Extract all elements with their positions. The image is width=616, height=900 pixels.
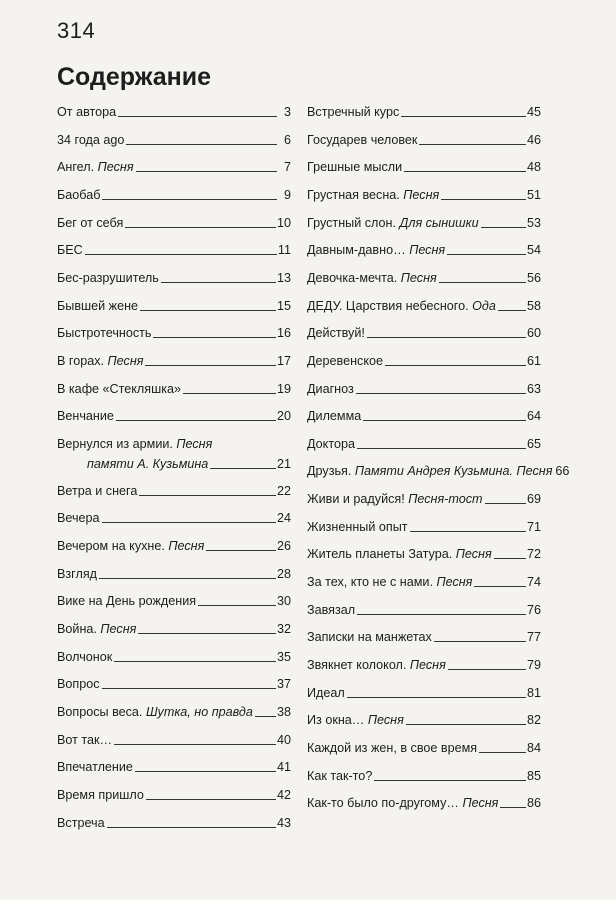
- dot-leader: [494, 558, 526, 559]
- dot-leader: [367, 337, 526, 338]
- entry-subtitle: Песня: [176, 436, 213, 451]
- entry-subtitle: Песня: [455, 547, 492, 562]
- entry-page-number: 82: [526, 713, 541, 728]
- entry-subtitle: Песня: [409, 658, 446, 672]
- dot-leader: [356, 393, 526, 394]
- entry-title-text: БЕС: [57, 243, 83, 258]
- toc-entry[interactable]: [57, 732, 291, 748]
- entry-title: [57, 159, 134, 175]
- entry-page-number: 61: [526, 353, 541, 368]
- toc-entry[interactable]: [57, 649, 291, 665]
- toc-entry[interactable]: [57, 593, 291, 609]
- entry-title-text: Бег от себя: [57, 215, 124, 230]
- entry-title-text: Взгляд: [57, 566, 98, 581]
- entry-page-number: 58: [526, 298, 541, 313]
- toc-entry[interactable]: [57, 270, 291, 286]
- entry-title-continued: памяти А. Кузьмина: [87, 456, 209, 471]
- entry-title: [57, 649, 112, 665]
- entry-subtitle: Песня: [100, 622, 137, 637]
- toc-entry[interactable]: [307, 740, 541, 756]
- toc-entry[interactable]: [307, 629, 541, 645]
- entry-title-text: Как-то было по-другому…: [307, 796, 463, 811]
- entry-title-text: Встречный курс: [307, 105, 400, 119]
- entry-page-number: 19: [276, 381, 291, 396]
- entry-page-number: 43: [276, 815, 291, 830]
- toc-entry[interactable]: [57, 132, 291, 148]
- toc-entry[interactable]: [57, 815, 291, 831]
- entry-title: [307, 159, 402, 175]
- entry-title-text: ДЕДУ. Царствия небесного.: [307, 298, 473, 313]
- entry-title-text: Девочка-мечта.: [307, 270, 401, 285]
- dot-leader: [102, 688, 276, 689]
- toc-entry[interactable]: [57, 159, 291, 175]
- entry-page-number: 53: [526, 215, 541, 230]
- entry-title-text: Вике на День рождения: [57, 594, 197, 609]
- entry-page-number: 74: [526, 575, 541, 590]
- dot-leader: [145, 365, 276, 366]
- entry-title: [307, 657, 446, 673]
- dot-leader: [206, 550, 276, 551]
- entry-title: [307, 436, 355, 452]
- dot-leader: [116, 420, 276, 421]
- entry-title-text: В горах.: [57, 353, 108, 368]
- toc-entry[interactable]: [307, 657, 541, 673]
- dot-leader: [126, 144, 277, 145]
- entry-page-number: 6: [283, 132, 291, 147]
- entry-page-number: 84: [526, 740, 541, 755]
- toc-entry[interactable]: [57, 104, 291, 120]
- entry-title-text: Каждой из жен, в свое время: [307, 740, 478, 755]
- entry-title-text: От автора: [57, 105, 117, 119]
- dot-leader: [447, 254, 526, 255]
- dot-leader: [153, 337, 276, 338]
- entry-title: [57, 759, 133, 775]
- toc-entry[interactable]: [57, 242, 291, 258]
- entry-title: [307, 353, 383, 369]
- entry-title: [307, 187, 439, 203]
- toc-entry[interactable]: [307, 242, 541, 258]
- entry-title: [307, 740, 477, 756]
- toc-entry[interactable]: [307, 408, 541, 424]
- entry-page-number: 3: [283, 105, 291, 119]
- toc-entry[interactable]: [307, 325, 541, 341]
- dot-leader: [434, 641, 526, 642]
- entry-title: [57, 787, 144, 803]
- entry-title-text: Государев человек: [307, 132, 418, 147]
- entry-subtitle: Песня: [168, 539, 205, 554]
- dot-leader: [136, 171, 277, 172]
- toc-entry[interactable]: [307, 159, 541, 175]
- entry-page-number: 81: [526, 685, 541, 700]
- entry-page-number: 46: [526, 132, 541, 147]
- entry-title: [57, 132, 124, 148]
- dot-leader: [500, 807, 526, 808]
- entry-page-number: 86: [526, 796, 541, 811]
- dot-leader: [198, 605, 276, 606]
- entry-title: [57, 215, 123, 231]
- toc-entry[interactable]: [307, 491, 541, 507]
- entry-page-number: 48: [526, 160, 541, 175]
- entry-page-number: 32: [276, 622, 291, 637]
- toc-entry[interactable]: [57, 787, 291, 803]
- entry-title: [307, 242, 445, 258]
- entry-subtitle: Песня: [97, 160, 134, 175]
- dot-leader: [146, 799, 276, 800]
- toc-entry[interactable]: [57, 408, 291, 424]
- dot-leader: [210, 468, 276, 469]
- entry-title-text: Быстротечность: [57, 326, 152, 341]
- entry-page-number: 13: [276, 270, 291, 285]
- dot-leader: [135, 771, 276, 772]
- entry-page-number: 54: [526, 243, 541, 258]
- dot-leader: [107, 827, 276, 828]
- entry-page-number: 64: [526, 409, 541, 424]
- entry-title-text: Житель планеты Затура.: [307, 547, 456, 562]
- toc-entry[interactable]: [57, 187, 291, 203]
- toc-entry[interactable]: [57, 215, 291, 231]
- page-number: 314: [57, 18, 96, 43]
- dot-leader: [357, 448, 526, 449]
- entry-page-number: 56: [526, 270, 541, 285]
- toc-entry[interactable]: [57, 676, 291, 692]
- entry-page-number: 20: [276, 409, 291, 424]
- dot-leader: [441, 199, 526, 200]
- entry-page-number: 45: [526, 105, 541, 119]
- entry-subtitle: Памяти Андрея Кузьмина. Песня: [354, 464, 553, 479]
- entry-subtitle: Песня: [400, 270, 437, 285]
- dot-leader: [404, 171, 526, 172]
- entry-page-number: 15: [276, 298, 291, 313]
- entry-page-number: 9: [283, 187, 291, 202]
- toc-entry[interactable]: [307, 270, 541, 286]
- dot-leader: [138, 633, 276, 634]
- dot-leader: [102, 522, 276, 523]
- entry-title: [57, 676, 100, 692]
- entry-title-text: Из окна…: [307, 713, 368, 728]
- toc-entry[interactable]: [307, 602, 541, 618]
- dot-leader: [481, 227, 526, 228]
- entry-title: [57, 242, 83, 258]
- entry-title: [307, 574, 472, 590]
- entry-title: [307, 325, 365, 341]
- dot-leader: [448, 669, 526, 670]
- dot-leader: [485, 503, 526, 504]
- entry-title-text: Венчание: [57, 409, 114, 424]
- entry-title: [57, 104, 116, 120]
- entry-subtitle: Песня: [436, 575, 473, 590]
- entry-title-text: 34 года ago: [57, 132, 125, 147]
- toc-entry[interactable]: [57, 566, 291, 582]
- entry-page-number: 79: [526, 658, 541, 672]
- dot-leader: [140, 310, 276, 311]
- entry-title: [307, 215, 479, 231]
- toc-entry[interactable]: [307, 574, 541, 590]
- entry-title: [57, 187, 100, 203]
- toc-entry[interactable]: [57, 436, 291, 472]
- dot-leader: [102, 199, 277, 200]
- entry-title: [57, 704, 253, 720]
- entry-page-number: 65: [526, 436, 541, 451]
- entry-title: [307, 602, 355, 618]
- entry-title: [57, 621, 136, 637]
- entry-title: [57, 510, 100, 526]
- entry-title: [57, 270, 159, 286]
- entry-title-text: Давным-давно…: [307, 243, 410, 258]
- entry-page-number: 40: [276, 732, 291, 747]
- entry-title-text: Вечера: [57, 511, 100, 526]
- dot-leader: [183, 393, 276, 394]
- entry-page-number: 11: [277, 243, 291, 258]
- dot-leader: [419, 144, 526, 145]
- toc-entry[interactable]: [57, 483, 291, 499]
- entry-title: [57, 566, 97, 582]
- entry-title-text: Дилемма: [307, 409, 362, 424]
- dot-leader: [85, 254, 277, 255]
- toc-entry[interactable]: [57, 538, 291, 554]
- dot-leader: [363, 420, 526, 421]
- entry-title: [307, 298, 496, 314]
- entry-title: [307, 629, 432, 645]
- entry-page-number: 28: [276, 566, 291, 581]
- entry-title: [57, 456, 208, 472]
- entry-page-number: 16: [276, 326, 291, 341]
- entry-title-text: Время пришло: [57, 787, 144, 802]
- toc-entry[interactable]: [307, 132, 541, 148]
- entry-page-number: 60: [526, 326, 541, 341]
- entry-title-text: Доктора: [307, 436, 355, 451]
- toc-entry[interactable]: [57, 325, 291, 341]
- entry-page-number: 71: [526, 519, 541, 534]
- entry-title: [307, 795, 498, 811]
- toc-entry[interactable]: [307, 795, 541, 811]
- entry-title-text: Завязал: [307, 602, 356, 617]
- entry-title: [57, 538, 204, 554]
- entry-title-text: Встреча: [57, 815, 105, 830]
- dot-leader: [406, 724, 526, 725]
- toc-entry[interactable]: [307, 768, 541, 784]
- entry-page-number: 7: [283, 160, 291, 175]
- dot-leader: [139, 495, 276, 496]
- entry-title-text: Война.: [57, 622, 101, 637]
- dot-leader: [410, 531, 526, 532]
- entry-page-number: 26: [276, 539, 291, 554]
- entry-title-text: Идеал: [307, 685, 345, 700]
- toc-entry[interactable]: [307, 104, 541, 120]
- entry-title-text: Вопрос: [57, 677, 100, 692]
- entry-title: [307, 491, 483, 507]
- toc-entry[interactable]: [307, 381, 541, 397]
- dot-leader: [118, 116, 277, 117]
- entry-title: [307, 270, 437, 286]
- entry-title: [307, 381, 354, 397]
- entry-title: [307, 519, 408, 535]
- entry-subtitle: Для сынишки: [399, 215, 479, 230]
- toc-entry[interactable]: [307, 215, 541, 231]
- toc-entry[interactable]: [57, 298, 291, 314]
- entry-title: [57, 593, 196, 609]
- toc-entry[interactable]: [307, 463, 570, 479]
- toc-entry[interactable]: [57, 353, 291, 369]
- entry-title: [307, 463, 552, 479]
- dot-leader: [498, 310, 526, 311]
- entry-page-number: 85: [526, 768, 541, 783]
- entry-title-text: Грустный слон.: [307, 215, 400, 230]
- entry-page-number: 37: [276, 677, 291, 692]
- entry-page-number: 21: [276, 456, 291, 471]
- entry-title-text: Грустная весна.: [307, 187, 404, 202]
- toc-entry[interactable]: [57, 510, 291, 526]
- entry-title: [307, 104, 399, 120]
- toc-heading: Содержание: [57, 63, 212, 91]
- entry-title-text: Живи и радуйся!: [307, 492, 409, 507]
- entry-title: [57, 815, 105, 831]
- dot-leader: [255, 716, 276, 717]
- entry-page-number: 77: [526, 630, 541, 645]
- toc-entry[interactable]: [307, 298, 541, 314]
- dot-leader: [385, 365, 526, 366]
- entry-title: [57, 353, 143, 369]
- dot-leader: [161, 282, 276, 283]
- entry-page-number: 38: [276, 705, 291, 719]
- entry-subtitle: Песня: [462, 796, 499, 811]
- entry-subtitle: Песня: [367, 713, 404, 728]
- dot-leader: [474, 586, 526, 587]
- entry-title-text: Баобаб: [57, 187, 101, 202]
- toc-entry[interactable]: [57, 621, 291, 637]
- entry-title-text: Как так-то?: [307, 768, 373, 783]
- dot-leader: [125, 227, 276, 228]
- dot-leader: [114, 661, 276, 662]
- entry-page-number: 76: [526, 602, 541, 617]
- entry-page-number: 17: [276, 353, 291, 368]
- entry-page-number: 22: [276, 483, 291, 498]
- entry-title-text: Жизненный опыт: [307, 519, 408, 534]
- entry-page-number: 30: [276, 594, 291, 609]
- entry-title-text: Диагноз: [307, 381, 354, 396]
- entry-title-text: Вернулся из армии.: [57, 436, 177, 451]
- entry-title-text: В кафе «Стекляшка»: [57, 381, 182, 396]
- entry-page-number: 35: [276, 649, 291, 664]
- entry-page-number: 72: [526, 547, 541, 562]
- dot-leader: [114, 744, 276, 745]
- entry-subtitle: Песня: [403, 187, 440, 202]
- toc-entry[interactable]: [307, 353, 541, 369]
- entry-page-number: 41: [276, 760, 291, 775]
- entry-title-text: Волчонок: [57, 649, 113, 664]
- entry-title-text: Вопросы веса.: [57, 705, 146, 719]
- entry-title-text: Бес-разрушитель: [57, 270, 159, 285]
- dot-leader: [99, 578, 276, 579]
- entry-page-number: 63: [526, 381, 541, 396]
- entry-page-number: 42: [276, 787, 291, 802]
- toc-entry[interactable]: [57, 759, 291, 775]
- entry-title: [307, 408, 361, 424]
- entry-title-text: Ветра и снега: [57, 483, 138, 498]
- dot-leader: [479, 752, 526, 753]
- entry-subtitle: Шутка, но правда: [145, 705, 253, 719]
- entry-title: [57, 381, 181, 397]
- entry-title: [57, 732, 112, 748]
- entry-title: [307, 132, 417, 148]
- entry-page-number: 51: [526, 187, 541, 202]
- entry-title-text: Деревенское: [307, 353, 384, 368]
- entry-title-text: Грешные мысли: [307, 160, 403, 175]
- entry-title-text: Бывшей жене: [57, 298, 139, 313]
- entry-page-number: 24: [276, 511, 291, 526]
- entry-title-text: Звякнет колокол.: [307, 658, 410, 672]
- entry-title: [57, 408, 114, 424]
- toc-entry[interactable]: [307, 187, 541, 203]
- entry-title: [57, 325, 151, 341]
- entry-title-text: Впечатление: [57, 760, 133, 775]
- dot-leader: [401, 116, 526, 117]
- entry-subtitle: Песня: [107, 353, 144, 368]
- entry-title-text: Друзья.: [307, 464, 355, 479]
- entry-title: [57, 483, 137, 499]
- entry-title: [307, 712, 404, 728]
- entry-page-number: 69: [526, 492, 541, 507]
- dot-leader: [374, 780, 526, 781]
- entry-title-text: Ангел.: [57, 160, 98, 175]
- entry-title: [307, 685, 345, 701]
- entry-title-text: Вот так…: [57, 732, 113, 747]
- entry-page-number: 10: [276, 215, 291, 230]
- toc-entry[interactable]: [57, 381, 291, 397]
- entry-title-text: Записки на манжетах: [307, 630, 432, 645]
- toc-entry[interactable]: [57, 704, 291, 720]
- toc-entry[interactable]: [307, 546, 541, 562]
- dot-leader: [439, 282, 526, 283]
- entry-title: [307, 546, 492, 562]
- entry-subtitle: Песня: [409, 243, 446, 258]
- toc-entry[interactable]: [307, 685, 541, 701]
- entry-title: [57, 298, 138, 314]
- dot-leader: [347, 697, 526, 698]
- dot-leader: [357, 614, 526, 615]
- entry-subtitle: Песня-тост: [408, 492, 483, 507]
- entry-page-number: 66: [555, 464, 570, 479]
- toc-entry[interactable]: [307, 436, 541, 452]
- entry-subtitle: Ода: [472, 298, 496, 313]
- entry-title-text: Действуй!: [307, 326, 365, 341]
- entry-title: [307, 768, 372, 784]
- toc-entry[interactable]: [307, 519, 541, 535]
- entry-title-text: Вечером на кухне.: [57, 539, 169, 554]
- toc-entry[interactable]: [307, 712, 541, 728]
- entry-title-text: За тех, кто не с нами.: [307, 575, 437, 590]
